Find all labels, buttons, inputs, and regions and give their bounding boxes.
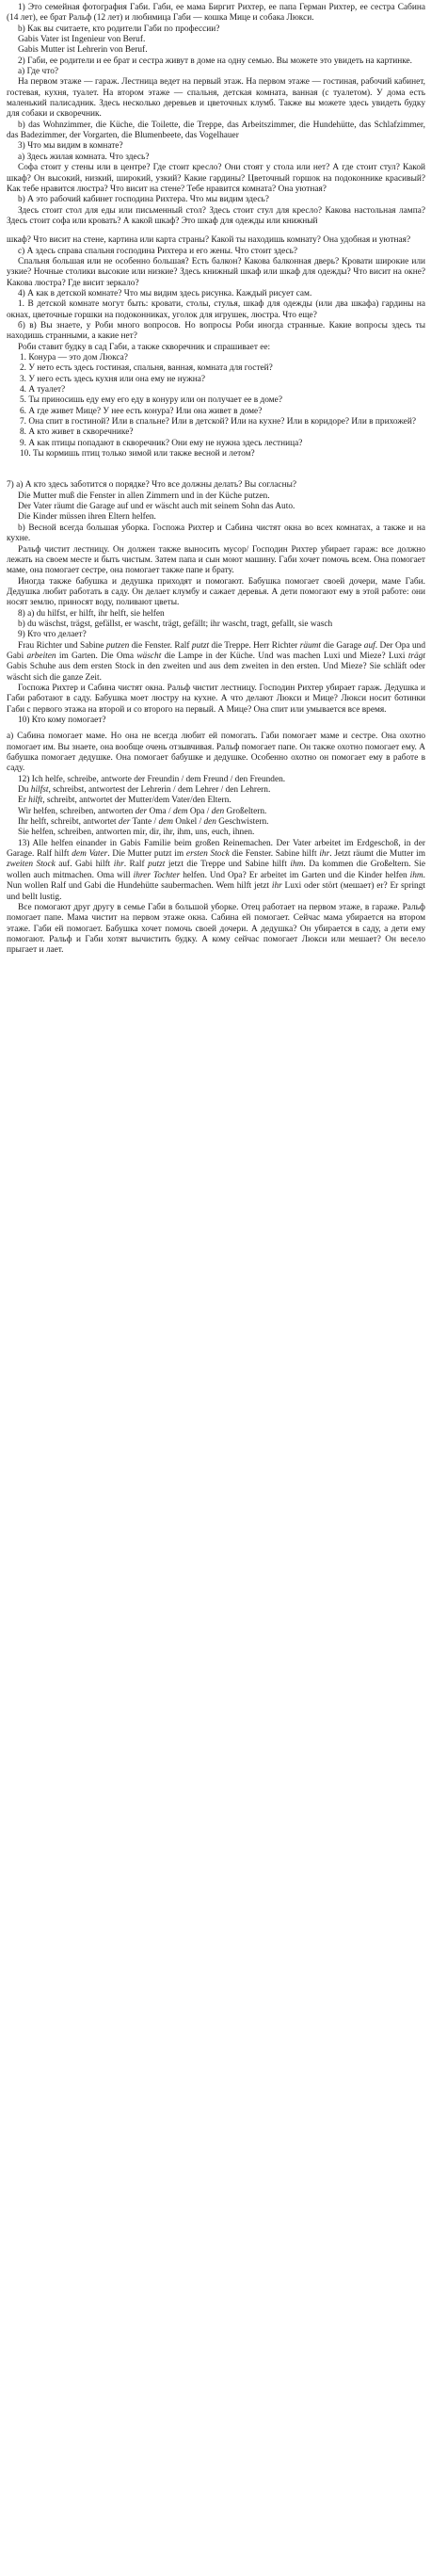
paragraph-1: 1) Это семейная фотография Габи. Габи, ее мама Биргит Рихтер, ее папа Герман Рихтер, ее сестра Сабина (14 лет), ее брат Ральф (12 лет) и любимица Габи — кошка Мице и собака Люкси. <box>7 3 425 24</box>
paragraph-25: 5. Ты приносишь еду ему его еду в конуру или он получает ее в доме? <box>20 395 282 406</box>
paragraph-13: Здесь стоит стол для еды или письменный стол? Здесь стоит стул для кресло? Какова настольная лампа? Здесь стоит софа или кровать? А какой шкаф? Это шкаф для одежды или книжный <box>7 205 425 226</box>
paragraph-51: 13) Alle helfen einander in Gabis Familie beim großen Reinemachen. Der Vater arbeitet im Erdgeschoß, in der Garage. Ralf hilft dem Vater. Die Mutter putzt im ersten Stock die Fenster. Sabine hilft ihr. Jetzt räumt die Mutter im zweiten Stock auf. Gabi hilft ihr. Ralf putzt jetzt die Treppe und Sabine hilft ihm. Da kommen die Großeltern. Sie wollen auch mitmachen. Oma will ihrer Tochter helfen. Und Opa? Er arbeitet im Garten und die Kinder helfen ihm. Nun wollen Ralf und Gabi die Hundehütte saubermachen. Wem hilft jetzt ihr Luxi oder stört (мешает) er? Er springt und bellt lustig. <box>7 838 425 902</box>
paragraph-41: Frau Richter und Sabine putzen die Fenster. Ralf putzt die Treppe. Herr Richter räumt die Garage auf. Der Opa und Gabi arbeiten im Garten. Die Oma wäscht die Lampe in der Küche. Und was machen Luxi und Mieze? Luxi trägt Gabis Schuhe aus dem ersten Stock in den zweiten und aus dem zweiten in den ersten. Und Mieze? Sie schläft oder wäscht sich die ganze Zeit. <box>7 640 425 683</box>
paragraph-7: На первом этаже — гараж. Лестница ведет на первый этаж. На первом этаже — гостиная, рабочий кабинет, гостевая, кухня, туалет. На втором этаже — спальня, детская комната, ванная (с туалетом). У дома есть маленький палисадник. Здесь несколько деревьев и цветочных клумб. Также вы можете здесь увидеть будку для собаки и скворечник. <box>7 77 425 120</box>
paragraph-30: 10. Ты кормишь птиц только зимой или также весной и летом? <box>20 449 255 459</box>
paragraph-27: 7. Она спит в гостиной? Или в спальне? Или в детской? Или на кухне? Или в коридоре? Или в прихожей? <box>20 417 416 427</box>
paragraph-33: Der Vater räumt die Garage auf und er wäscht auch mit seinem Sohn das Auto. <box>18 502 295 512</box>
paragraph-3: Gabis Vater ist Ingenieur von Beruf. <box>18 35 146 45</box>
paragraph-16: Спальня большая или не особенно большая? Есть балкон? Какова балконная дверь? Кровати широкие или узкие? Ночные столики высокие или низкие? Здесь книжный шкаф или шкаф для одежды? Что висит на окне? Какова люстра? Где висит зеркало? <box>7 256 425 288</box>
paragraph-52: Все помогают друг другу в семье Габи в большой уборке. Отец работает на первом этаже, в гараже. Ральф помогает папе. Мама чистит на первом этаже окна. Сабина ей помогает. Сейчас мама убирается на втором этаже. Габи ей помогает. Бабушка хочет помочь своей дочери. А дедушка? Он убирается в саду, а дети ему помогают. Ральф и Габи хотят вычистить будку. А кому сейчас помогает Люкси или мешает? Он весело прыгает и лает. <box>7 902 425 956</box>
paragraph-20: Роби ставит будку в сад Габи, а также скворечник и спрашивает ее: <box>18 342 271 352</box>
paragraph-17: 4) А как в детской комнате? Что мы видим здесь рисунка. Каждый рисует сам. <box>18 288 312 298</box>
paragraph-6: а) Где что? <box>18 67 59 77</box>
paragraph-8: b) das Wohnzimmer, die Küche, die Toilette, die Treppe, das Arbeitszimmer, die Hundehütte, das Schlafzimmer, das Badezimmer, der Vorgarten, die Blumenbeete, das Vogelhauer <box>7 120 425 141</box>
paragraph-23: 3. У него есть здесь кухня или она ему не нужна? <box>20 374 206 384</box>
paragraph-32: Die Mutter muß die Fenster in allen Zimmern und in der Küche putzen. <box>18 491 270 501</box>
paragraph-43: 10) Кто кому помогает? <box>18 716 106 725</box>
paragraph-15: с) А здесь справа спальня господина Рихтера и его жены. Что стоит здесь? <box>18 246 298 256</box>
paragraph-10: а) Здесь жилая комната. Что здесь? <box>18 152 150 162</box>
paragraph-14: шкаф? Что висит на стене, картина или карта страны? Какой ты находишь комнату? Она удобная и уютная? <box>7 235 411 246</box>
paragraph-26: 6. А где живет Мице? У нее есть конура? Или она живет в доме? <box>20 406 263 416</box>
paragraph-2: b) Как вы считаете, кто родители Габи по профессии? <box>18 24 220 34</box>
paragraph-35: b) Весной всегда большая уборка. Госпожа Рихтер и Сабина чистят окна во всех комнатах, а также и на кухне. <box>7 523 425 544</box>
paragraph-38: 8) а) du hilfst, er hilft, ihr helft, sie helfen <box>18 608 165 619</box>
paragraph-12: b) А это рабочий кабинет господина Рихтера. Что мы видим здесь? <box>18 195 269 205</box>
paragraph-40: 9) Кто что делает? <box>18 630 87 640</box>
paragraph-11: Софа стоит у стены или в центре? Где стоит кресло? Они стоят у стола или нет? А где стоит стул? Какой шкаф? Он высокий, низкий, широкий, узкий? Какие гардины? Цветочный горшок на подоконнике красивый? Как тебе нравится люстра? Что висит на стене? Тебе нравится комната? Она уютная? <box>7 163 425 194</box>
paragraph-19: б) в) Вы знаете, у Роби много вопросов. Но вопросы Роби иногда странные. Какие вопросы здесь ты находишь странными, а какие нет? <box>7 320 425 342</box>
paragraph-46: Du hilfst, schreibst, antwortest der Lehrerin / dem Lehrer / den Lehrern. <box>18 785 271 796</box>
paragraph-4: Gabis Mutter ist Lehrerin von Beruf. <box>18 45 148 56</box>
paragraph-18: 1. В детской комнате могут быть: кровати, столы, стулья, шкаф для одежды (или два шкафа) гардины на окнах, цветочные горшки на подоконниках, уголок для игрушек, люстра. Что еще? <box>7 299 425 320</box>
paragraph-29: 9. А как птицы попадают в скворечник? Они ему не нужна здесь лестница? <box>20 438 303 448</box>
paragraph-5: 2) Габи, ее родители и ее брат и сестра живут в доме на одну семью. Вы можете это увидеть на картинке. <box>18 56 412 66</box>
paragraph-9: 3) Что мы видим в комнате? <box>18 141 123 152</box>
paragraph-36: Ральф чистит лестницу. Он должен также выносить мусор/ Господин Рихтер убирает гараж: все должно лежать на своем месте и быть чистым. Затем папа и сын моют машину. Габи хочет помочь всем. Она помогает маме, она помогает сестре, она помогает также папе и брату. <box>7 544 425 576</box>
paragraph-37: Иногда также бабушка и дедушка приходят и помогают. Бабушка помогает своей дочери, маме Габи. Дедушка любит работать в саду. Он делает клумбу и сажает деревья. А дети помогают ему в этой работе: они носят землю, приносят воду, поливают цветы. <box>7 576 425 608</box>
paragraph-49: Ihr helft, schreibt, antwortet der Tante / dem Onkel / den Geschwistern. <box>18 817 269 828</box>
paragraph-47: Er hilft, schreibt, antwortet der Mutter/dem Vater/den Eltern. <box>18 796 231 806</box>
paragraph-34: Die Kinder müssen ihren Eltern helfen. <box>18 512 156 523</box>
paragraph-39: b) du wäschst, trägst, gefällst, er wascht, trägt, gefällt; ihr wascht, tragt, gefallt, sie wasch <box>18 619 333 629</box>
paragraph-24: 4. А туалет? <box>20 385 66 395</box>
paragraph-42: Госпожа Рихтер и Сабина чистят окна. Ральф чистит лестницу. Господин Рихтер убирает гараж. Дедушка и Габи работают в саду. Бабушка моет люстру на кухне. А что делают Люкси и Мице? Люкси носит ботинки Габи с первого этажа на второй и со второго на первый. А Мице? Она спит или умывается все время. <box>7 683 425 715</box>
paragraph-31: 7) а) А кто здесь заботится о порядке? Что все должны делать? Вы согласны? <box>7 480 297 491</box>
paragraph-28: 8. А кто живет в скворечнике? <box>20 427 134 438</box>
paragraph-44: а) Сабина помогает маме. Но она не всегда любит ей помогать. Габи помогает маме и сестре. Она охотно помогает им. Вы знаете, она вообще очень отзывчивая. Ральф помогает папе. Он также охотно помогает ему. А бабушка помогает дедушке. Она помогает бабушке и дедушке. Особенно охотно он помогает ему в работе в саду. <box>7 732 425 774</box>
paragraph-22: 2. У нето есть здесь гостиная, спальня, ванная, комната для гостей? <box>20 363 273 374</box>
paragraph-21: 1. Конура — это дом Люкса? <box>20 353 128 362</box>
paragraph-50: Sie helfen, schreiben, antworten mir, dir, ihr, ihm, uns, euch, ihnen. <box>18 828 255 838</box>
paragraph-45: 12) Ich helfe, schreibe, antworte der Freundin / dem Freund / den Freunden. <box>18 774 286 784</box>
paragraph-48: Wir helfen, schreiben, antworten der Oma / dem Opa / den Großeltern. <box>18 806 267 816</box>
